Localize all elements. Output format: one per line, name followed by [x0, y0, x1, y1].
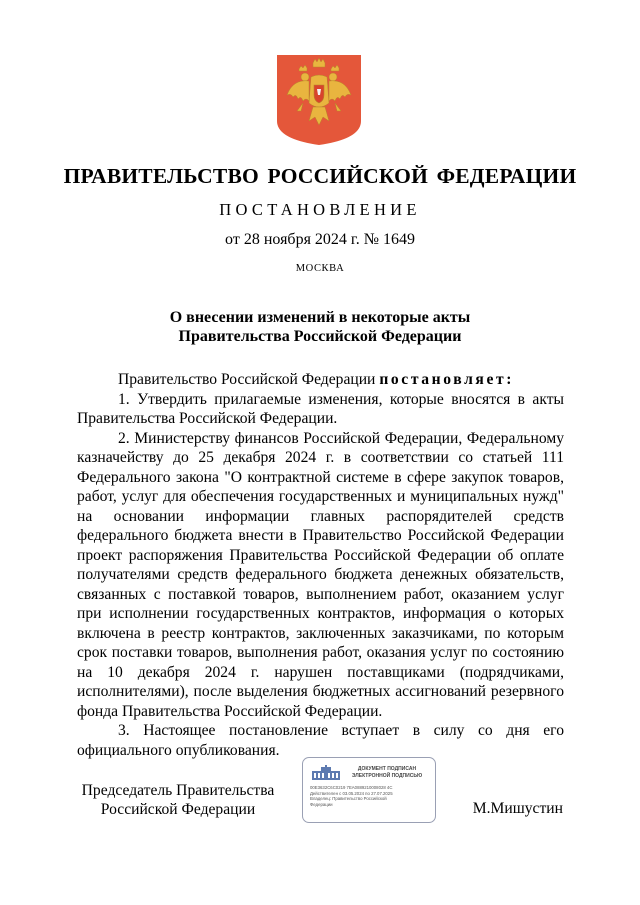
stamp-title [341, 766, 433, 779]
signer-name: М.Мишустин [472, 800, 563, 817]
signer-position [78, 781, 278, 819]
heading-line-1: О внесении изменений в некоторые акты [169, 309, 471, 326]
stamp-certificate: 00E3632C6C0219 7EA0889210008028 4C [310, 785, 393, 790]
signer-position-line-2: Российской Федерации [100, 801, 256, 818]
document-heading [0, 308, 640, 346]
stamp-title-line-2: ЭЛЕКТРОННОЙ ПОДПИСЬЮ [351, 772, 423, 779]
government-building-icon [311, 765, 341, 781]
heading-line-2: Правительства Российской Федерации [178, 328, 462, 345]
stamp-title-line-1: ДОКУМЕНТ ПОДПИСАН [357, 766, 417, 772]
item-2: 2. Министерству финансов Российской Федерации, Федеральному казначейству до 25 декабря 2024 г. в соответствии со статьей 111 Федерального закона "О контрактной системе в сфере закупок товаров, работ, услуг для обеспечения государственных и муниципальных нужд" на основании информации главных распорядителей средств федерального бюджета внести в Правительство Российской Федерации проект распоряжения Правительства Российской Федерации об оплате получателями средств федерального бюджета денежных обязательств, связанных с поставкой товаров, выполнением работ, оказанием услуг при исполнении государственных контрактов, информация о которых включена в реестр контрактов, заключенных заказчиками, по которым срок поставки товаров, выполнения работ, оказания услуг по состоянию на 10 декабря 2024 г. нарушен поставщиками (подрядчиками, исполнителями), после выделения бюджетных ассигнований резервного фонда Правительства Российской Федерации. [77, 429, 564, 720]
intro-text: Правительство Российской Федерации [118, 371, 376, 388]
decree-word: постановляет: [379, 371, 515, 388]
item-3: 3. Настоящее постановление вступает в силу со дня его официального опубликования. [77, 722, 564, 759]
coat-of-arms-emblem [277, 55, 361, 145]
stamp-validity: Действителен с 03.05.2024 по 27.07.2025 [310, 790, 393, 796]
issue-city: МОСКВА [295, 263, 345, 274]
item-1: 1. Утвердить прилагаемые изменения, которые вносятся в акты Правительства Российской Федерации. [77, 390, 564, 427]
electronic-signature-stamp [302, 757, 436, 823]
signer-position-line-1: Председатель Правительства [81, 782, 275, 799]
document-type: ПОСТАНОВЛЕНИЕ [219, 200, 421, 219]
stamp-owner-line-2: Федерации [310, 801, 333, 807]
government-title: ПРАВИТЕЛЬСТВО РОССИЙСКОЙ ФЕДЕРАЦИИ [63, 164, 577, 188]
document-body [77, 370, 564, 760]
intro-paragraph [77, 370, 564, 390]
stamp-details [310, 785, 434, 807]
stamp-owner-line-1: Владелец: Правительство Российской [310, 796, 387, 802]
document-date-number: от 28 ноября 2024 г. № 1649 [225, 231, 415, 248]
